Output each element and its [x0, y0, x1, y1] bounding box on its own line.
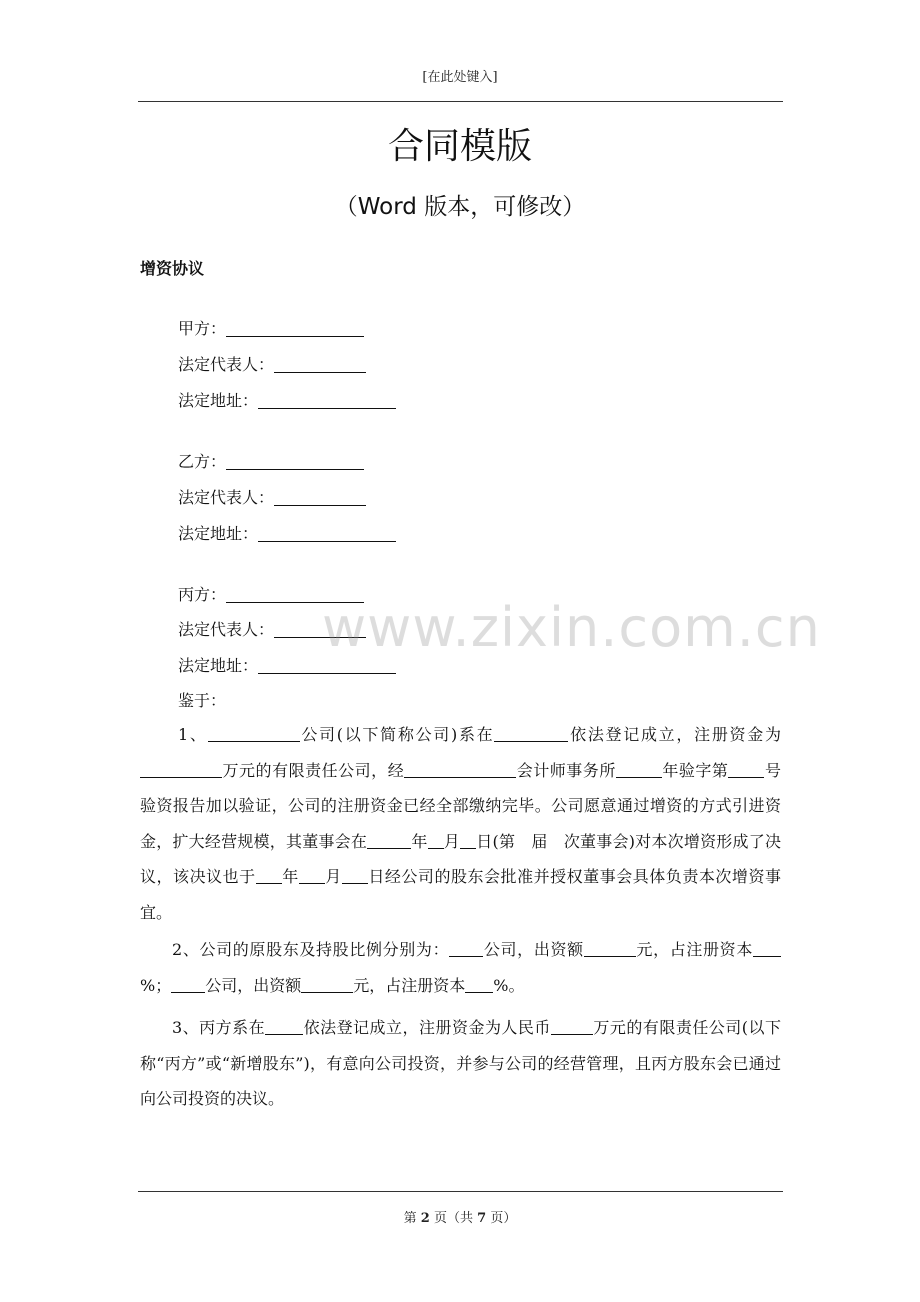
clause-1-text: 万元的有限责任公司，经	[222, 760, 405, 780]
party-b-name-line	[178, 449, 364, 472]
clause-1	[140, 717, 781, 930]
clause-1-text: 年验字第	[661, 760, 729, 780]
footer-page-number: 2	[420, 1211, 430, 1226]
clause-1-text: 号验资报告加以验证，公司的注册资金已经全部缴纳完毕。公司愿意通过增资的方式引进资金，扩大经营规模，其董事会在	[140, 760, 781, 851]
clause-1-text: 日经公司的股东会批准并授权董事会具体负责本次增资事宜。	[140, 867, 781, 922]
blank	[465, 977, 493, 993]
clause-3-text: 万元的有限责任公司(以下称“丙方”或“新增股东”)，有意向公司投资，并参与公司的经营管理，且丙方股东会已通过向公司投资的决议。	[140, 1018, 781, 1108]
clause-1-text: 年	[281, 867, 299, 886]
clause-1-text: 年	[411, 831, 428, 851]
blank	[140, 762, 222, 778]
clause-1-text: 日(第 届 次董事会)对本次增资形成了决议，该决议也于	[140, 831, 781, 886]
clause-2-text: 2、公司的原股东及持股比例分别为：	[172, 940, 450, 959]
blank	[301, 977, 353, 993]
party-a-addr-label: 法定地址：	[178, 391, 259, 410]
clause-1-text: 1、	[178, 725, 208, 744]
blank	[728, 762, 764, 778]
footer-suffix: 页）	[490, 1211, 517, 1226]
blank	[256, 868, 282, 884]
page-footer	[0, 1207, 920, 1226]
watermark: www.zixin.com.cn	[322, 596, 821, 659]
clause-3-text: 3、丙方系在	[172, 1018, 266, 1037]
footer-total-pages: 7	[477, 1211, 487, 1226]
blank	[584, 941, 636, 957]
party-b-rep-blank	[274, 489, 366, 506]
party-b-rep-line	[178, 485, 366, 508]
blank	[460, 833, 476, 849]
header-rule	[138, 101, 783, 102]
clause-2-text: %；	[140, 975, 172, 995]
party-a-addr-line	[178, 388, 396, 411]
blank	[753, 941, 781, 957]
footer-rule	[138, 1191, 783, 1192]
clause-2-text: 元，占注册资本	[353, 975, 466, 995]
blank	[551, 1019, 593, 1035]
party-b-addr-label: 法定地址：	[178, 524, 259, 543]
party-b-addr-line	[178, 521, 396, 544]
party-a-addr-blank	[258, 392, 396, 409]
page-header: [在此处键入]	[422, 70, 498, 85]
footer-prefix: 第	[403, 1211, 417, 1226]
clause-3	[140, 1010, 781, 1117]
agreement-heading: 增资协议	[140, 259, 205, 278]
clause-1-text: 会计师事务所	[516, 760, 616, 780]
clause-1-text: 月	[443, 831, 461, 851]
clause-2-text: 元，占注册资本	[635, 940, 753, 959]
party-b-name-label: 乙方：	[178, 452, 227, 471]
clause-1-text: 月	[324, 867, 342, 886]
clause-2	[140, 932, 781, 1003]
clause-1-text: 依法登记成立，注册资金为	[568, 725, 781, 744]
blank	[616, 762, 662, 778]
blank	[299, 868, 325, 884]
party-c-addr-blank	[258, 657, 396, 674]
whereas-label: 鉴于：	[178, 691, 227, 710]
blank	[449, 941, 483, 957]
clause-3-text: 依法登记成立，注册资金为人民币	[303, 1018, 551, 1037]
party-c-addr-label: 法定地址：	[178, 656, 259, 675]
blank	[428, 833, 444, 849]
blank	[404, 762, 516, 778]
party-a-name-line	[178, 316, 364, 339]
blank	[208, 726, 300, 742]
party-b-addr-blank	[258, 525, 396, 542]
blank	[265, 1019, 303, 1035]
clause-1-text: 公司(以下简称公司)系在	[299, 725, 495, 744]
document-title: 合同模版	[387, 126, 532, 167]
blank	[367, 833, 411, 849]
footer-middle: 页（共	[433, 1211, 473, 1226]
blank	[342, 868, 368, 884]
party-a-rep-label: 法定代表人：	[178, 355, 275, 374]
party-b-name-blank	[226, 453, 364, 470]
party-a-name-label: 甲方：	[178, 319, 227, 338]
clause-2-text: 公司，出资额	[205, 975, 302, 995]
party-b-rep-label: 法定代表人：	[178, 488, 275, 507]
party-a-name-blank	[226, 320, 364, 337]
party-c-name-label: 丙方：	[178, 585, 227, 604]
document-subtitle: （Word 版本，可修改）	[334, 194, 586, 220]
clause-2-text: 公司，出资额	[483, 940, 584, 959]
blank	[171, 977, 205, 993]
party-a-rep-line	[178, 352, 366, 375]
party-c-rep-label: 法定代表人：	[178, 620, 275, 639]
blank	[494, 726, 568, 742]
clause-2-text: %。	[493, 975, 525, 995]
party-a-rep-blank	[274, 356, 366, 373]
